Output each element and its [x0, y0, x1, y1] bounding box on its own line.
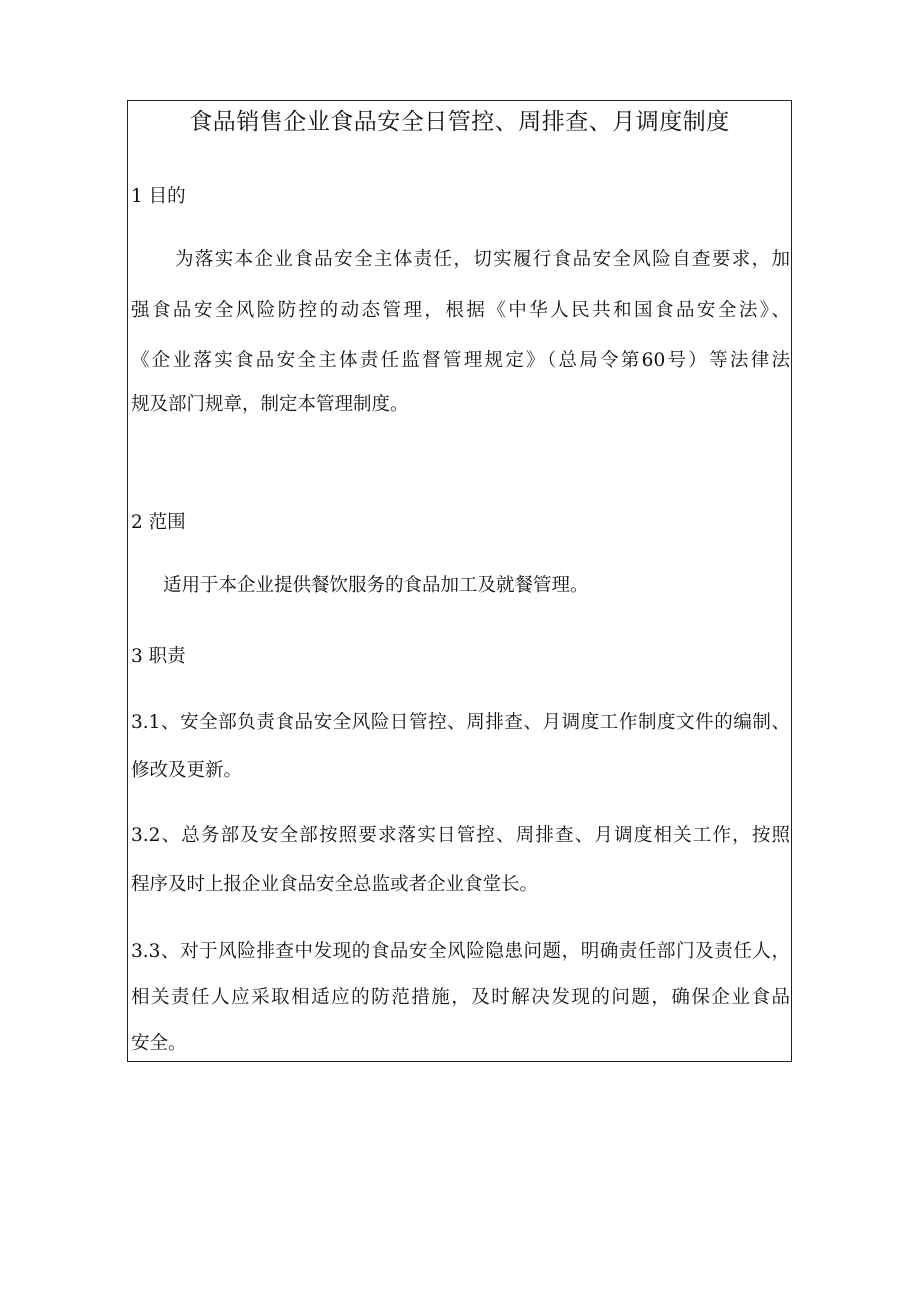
purpose-paragraph-line-2: 强食品安全风险防控的动态管理，根据《中华人民共和国食品安全法》、: [131, 300, 790, 321]
purpose-paragraph-line-3: 《企业落实食品安全主体责任监督管理规定》（总局令第60号）等法律法: [131, 350, 790, 371]
section-heading-scope: 2 范围: [131, 512, 186, 533]
section-heading-purpose: 1 目的: [131, 186, 186, 207]
responsibility-3-2-line-1: 3.2、总务部及安全部按照要求落实日管控、周排查、月调度相关工作，按照: [131, 825, 790, 846]
responsibility-3-3-line-3: 安全。: [131, 1033, 187, 1054]
document-frame: [127, 100, 792, 1062]
responsibility-3-2-line-2: 程序及时上报企业食品安全总监或者企业食堂长。: [131, 874, 539, 895]
scope-paragraph-line-1: 适用于本企业提供餐饮服务的食品加工及就餐管理。: [163, 575, 589, 596]
responsibility-3-1-line-2: 修改及更新。: [131, 760, 243, 781]
responsibility-3-3-line-1: 3.3、对于风险排查中发现的食品安全风险隐患问题，明确责任部门及责任人，: [131, 941, 790, 962]
purpose-paragraph-line-1: 为落实本企业食品安全主体责任，切实履行食品安全风险自查要求，加: [175, 249, 790, 270]
responsibility-3-1-line-1: 3.1、安全部负责食品安全风险日管控、周排查、月调度工作制度文件的编制、: [131, 712, 790, 733]
responsibility-3-3-line-2: 相关责任人应采取相适应的防范措施，及时解决发现的问题，确保企业食品: [131, 987, 790, 1008]
section-heading-responsibilities: 3 职责: [131, 646, 186, 667]
document-title: 食品销售企业食品安全日管控、周排查、月调度制度: [189, 109, 730, 135]
purpose-paragraph-line-4: 规及部门规章，制定本管理制度。: [131, 394, 409, 415]
